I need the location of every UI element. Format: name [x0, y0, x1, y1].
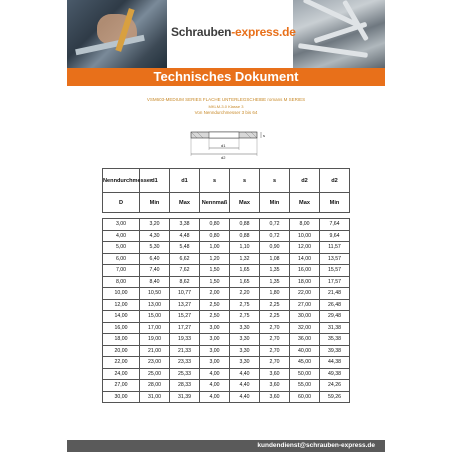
- table-cell: 2,70: [260, 322, 290, 334]
- table-cell: 4,00: [200, 391, 230, 403]
- table-cell: 3,00: [200, 322, 230, 334]
- table-cell: 1,20: [200, 253, 230, 265]
- table-cell: 24,26: [320, 380, 350, 392]
- table-cell: 17,00: [140, 322, 170, 334]
- table-cell: 18,00: [290, 276, 320, 288]
- table-cell: 55,00: [290, 380, 320, 392]
- table-cell: 3,00: [200, 345, 230, 357]
- screws-photo: [293, 0, 385, 68]
- table-cell: 60,00: [290, 391, 320, 403]
- table-cell: 8,62: [170, 276, 200, 288]
- table-cell: 1,32: [230, 253, 260, 265]
- table-cell: 50,00: [290, 368, 320, 380]
- technical-document-page: [67, 0, 385, 452]
- table-cell: 1,35: [260, 265, 290, 277]
- table-cell: 44,38: [320, 357, 350, 369]
- table-cell: 0,80: [200, 230, 230, 242]
- table-header-row-2: [103, 193, 350, 213]
- column-header: d1: [140, 169, 170, 193]
- table-cell: 7,64: [320, 219, 350, 231]
- table-cell: 24,00: [103, 368, 140, 380]
- table-cell: 10,00: [290, 230, 320, 242]
- table-cell: 28,00: [140, 380, 170, 392]
- table-cell: 0,90: [260, 242, 290, 254]
- table-row: [103, 276, 350, 288]
- table-row: [103, 265, 350, 277]
- table-cell: 11,57: [320, 242, 350, 254]
- table-cell: 3,30: [230, 345, 260, 357]
- table-header-row-1: [103, 169, 350, 193]
- table-cell: 4,40: [230, 380, 260, 392]
- table-cell: 1,50: [200, 276, 230, 288]
- table-cell: 13,27: [170, 299, 200, 311]
- table-cell: 10,50: [140, 288, 170, 300]
- table-row: [103, 288, 350, 300]
- table-cell: 6,62: [170, 253, 200, 265]
- table-cell: 0,80: [200, 219, 230, 231]
- table-cell: 49,38: [320, 368, 350, 380]
- table-cell: 3,30: [230, 357, 260, 369]
- table-cell: 27,00: [103, 380, 140, 392]
- table-cell: 2,50: [200, 299, 230, 311]
- table-cell: 14,00: [103, 311, 140, 323]
- table-cell: 2,50: [200, 311, 230, 323]
- table-cell: 0,72: [260, 219, 290, 231]
- table-cell: 10,77: [170, 288, 200, 300]
- table-row: [103, 345, 350, 357]
- table-row: [103, 391, 350, 403]
- table-cell: 1,65: [230, 276, 260, 288]
- table-cell: 1,80: [260, 288, 290, 300]
- table-cell: 5,00: [103, 242, 140, 254]
- table-cell: 4,40: [230, 368, 260, 380]
- table-cell: 4,00: [200, 380, 230, 392]
- contact-email[interactable]: kundendienst@schrauben-express.de: [257, 442, 375, 449]
- table-cell: 40,00: [290, 345, 320, 357]
- nominal-diameter-header: Nenndurchmesser: [103, 169, 140, 193]
- table-cell: 4,40: [230, 391, 260, 403]
- column-header: d1: [170, 169, 200, 193]
- table-cell: 31,38: [320, 322, 350, 334]
- table-cell: 0,88: [230, 219, 260, 231]
- table-cell: 10,00: [103, 288, 140, 300]
- table-row: [103, 230, 350, 242]
- column-subheader: Min: [260, 193, 290, 213]
- table-cell: 20,00: [103, 345, 140, 357]
- table-cell: 12,00: [103, 299, 140, 311]
- table-cell: 1,35: [260, 276, 290, 288]
- table-cell: 1,08: [260, 253, 290, 265]
- s-label: s: [263, 133, 265, 138]
- column-header: d2: [290, 169, 320, 193]
- table-cell: 2,00: [200, 288, 230, 300]
- table-cell: 25,33: [170, 368, 200, 380]
- document-title: Technisches Dokument: [153, 69, 299, 84]
- table-cell: 6,40: [140, 253, 170, 265]
- table-cell: 8,40: [140, 276, 170, 288]
- table-row: [103, 322, 350, 334]
- table-cell: 7,62: [170, 265, 200, 277]
- column-subheader: Nennmaß: [200, 193, 230, 213]
- table-cell: 36,00: [290, 334, 320, 346]
- footer-bar: [67, 440, 385, 452]
- table-cell: 6,00: [103, 253, 140, 265]
- table-cell: 25,00: [140, 368, 170, 380]
- table-cell: 15,00: [140, 311, 170, 323]
- table-cell: 2,75: [230, 299, 260, 311]
- table-cell: 13,00: [140, 299, 170, 311]
- table-cell: 23,00: [140, 357, 170, 369]
- workshop-photo: [67, 0, 167, 68]
- product-description: VSM603-MEDIUM SERIES FLACHE UNTERLEGSCHEIBE romans M SERIES: [146, 97, 306, 102]
- column-subheader: Min: [320, 193, 350, 213]
- column-subheader: Min: [140, 193, 170, 213]
- table-cell: 21,48: [320, 288, 350, 300]
- table-cell: 18,00: [103, 334, 140, 346]
- table-cell: 4,48: [170, 230, 200, 242]
- column-header: s: [230, 169, 260, 193]
- company-logo: Schrauben-express.de: [171, 25, 296, 39]
- table-cell: 31,39: [170, 391, 200, 403]
- table-cell: 19,00: [140, 334, 170, 346]
- table-row: [103, 334, 350, 346]
- table-cell: 21,00: [140, 345, 170, 357]
- table-cell: 3,20: [140, 219, 170, 231]
- table-cell: 2,75: [230, 311, 260, 323]
- table-cell: 13,57: [320, 253, 350, 265]
- table-cell: 16,00: [103, 322, 140, 334]
- table-cell: 3,60: [260, 391, 290, 403]
- table-cell: 3,30: [230, 334, 260, 346]
- table-cell: 0,72: [260, 230, 290, 242]
- table-cell: 17,27: [170, 322, 200, 334]
- column-header: s: [260, 169, 290, 193]
- table-cell: 2,70: [260, 334, 290, 346]
- table-cell: 12,00: [290, 242, 320, 254]
- table-cell: 3,60: [260, 380, 290, 392]
- table-cell: 30,00: [103, 391, 140, 403]
- table-body: [103, 219, 350, 403]
- table-row: [103, 380, 350, 392]
- table-cell: 4,00: [103, 230, 140, 242]
- table-cell: 3,00: [200, 357, 230, 369]
- table-cell: 5,48: [170, 242, 200, 254]
- table-cell: 1,00: [200, 242, 230, 254]
- table-cell: 23,33: [170, 357, 200, 369]
- table-cell: 8,00: [290, 219, 320, 231]
- table-cell: 22,00: [290, 288, 320, 300]
- table-cell: 45,00: [290, 357, 320, 369]
- table-cell: 1,50: [200, 265, 230, 277]
- table-cell: 9,64: [320, 230, 350, 242]
- table-cell: 32,00: [290, 322, 320, 334]
- table-cell: 8,00: [103, 276, 140, 288]
- table-cell: 29,48: [320, 311, 350, 323]
- table-cell: 3,60: [260, 368, 290, 380]
- table-cell: 4,30: [140, 230, 170, 242]
- nominal-symbol-header: D: [103, 193, 140, 213]
- table-cell: 4,00: [200, 368, 230, 380]
- table-cell: 21,33: [170, 345, 200, 357]
- column-subheader: Max: [230, 193, 260, 213]
- column-subheader: Max: [290, 193, 320, 213]
- table-cell: 19,33: [170, 334, 200, 346]
- table-cell: 7,40: [140, 265, 170, 277]
- column-header: d2: [320, 169, 350, 193]
- table-cell: 28,33: [170, 380, 200, 392]
- table-row: [103, 242, 350, 254]
- table-cell: 1,65: [230, 265, 260, 277]
- table-cell: 1,10: [230, 242, 260, 254]
- table-cell: 15,57: [320, 265, 350, 277]
- dimensions-table: [102, 168, 350, 403]
- table-cell: 27,00: [290, 299, 320, 311]
- product-standard: MKLM-3.0 Klasse 3: [208, 104, 244, 109]
- table-cell: 22,00: [103, 357, 140, 369]
- washer-drawing: [185, 126, 269, 160]
- table-cell: 0,88: [230, 230, 260, 242]
- column-subheader: Max: [170, 193, 200, 213]
- table-cell: 35,38: [320, 334, 350, 346]
- table-cell: 26,48: [320, 299, 350, 311]
- table-cell: 2,25: [260, 299, 290, 311]
- table-cell: 7,00: [103, 265, 140, 277]
- table-row: [103, 219, 350, 231]
- d1-label: d1: [221, 143, 226, 148]
- table-cell: 5,30: [140, 242, 170, 254]
- table-cell: 59,26: [320, 391, 350, 403]
- table-row: [103, 253, 350, 265]
- table-cell: 15,27: [170, 311, 200, 323]
- title-bar: [67, 68, 385, 86]
- table-cell: 3,00: [103, 219, 140, 231]
- table-row: [103, 299, 350, 311]
- table-cell: 2,70: [260, 357, 290, 369]
- table-cell: 2,20: [230, 288, 260, 300]
- table-cell: 2,25: [260, 311, 290, 323]
- table-cell: 17,57: [320, 276, 350, 288]
- size-range: Von Nenndurchmesser 3 bis 64: [194, 110, 258, 115]
- table-cell: 16,00: [290, 265, 320, 277]
- d2-label: d2: [221, 155, 226, 160]
- header-banner: [67, 0, 385, 68]
- table-row: [103, 311, 350, 323]
- table-cell: 3,30: [230, 322, 260, 334]
- table-row: [103, 368, 350, 380]
- table-cell: 2,70: [260, 345, 290, 357]
- table-cell: 14,00: [290, 253, 320, 265]
- table-cell: 31,00: [140, 391, 170, 403]
- table-row: [103, 357, 350, 369]
- table-cell: 3,38: [170, 219, 200, 231]
- table-cell: 39,38: [320, 345, 350, 357]
- table-cell: 30,00: [290, 311, 320, 323]
- column-header: s: [200, 169, 230, 193]
- table-cell: 3,00: [200, 334, 230, 346]
